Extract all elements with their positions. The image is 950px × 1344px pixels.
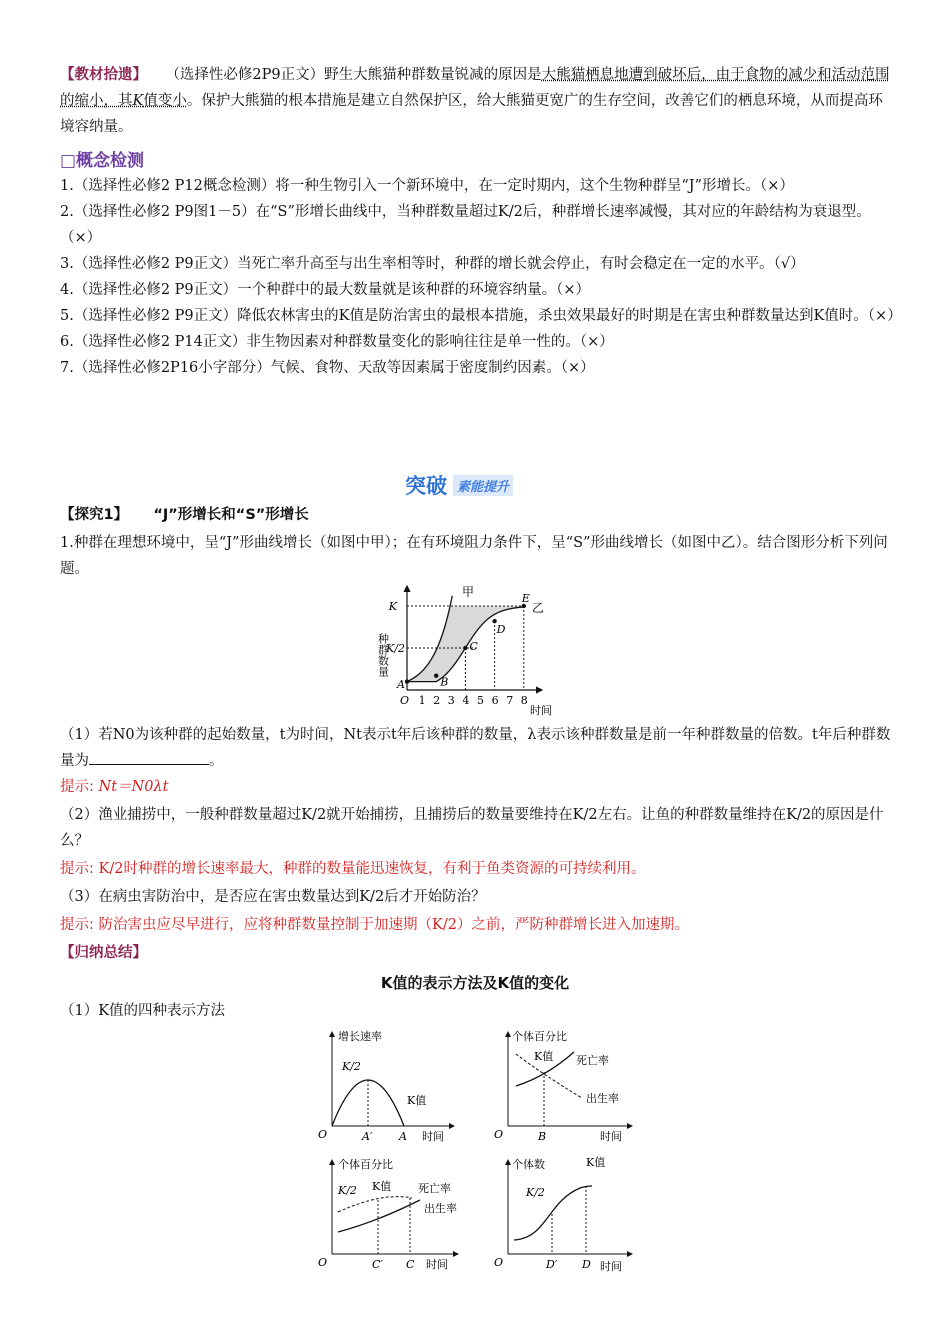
c2-b: B [538,1130,547,1143]
intro-text-k: K [132,93,144,109]
label-jia: 甲 [462,585,475,599]
c3-death-curve [338,1200,420,1232]
c2-xlabel: 时间 [600,1130,622,1143]
question-3: （3）在病虫害防治中，是否应在害虫数量达到K/2后才开始防治？ [60,889,486,905]
hint-3 [60,912,896,938]
intro-text-c: 值变小 [143,93,187,109]
intro-source: （选择性必修2P9正文） [165,67,325,83]
hint-3-label: 提示: [60,917,94,933]
c2-death-label: 死亡率 [576,1054,609,1067]
hint-2-text: K/2时种群的增长速率最大，种群的数量能迅速恢复，有利于鱼类资源的可持续利用。 [98,861,646,877]
intro-tag: 【教材拾遗】 [60,67,147,83]
concept-item-1: 1.（选择性必修2 P12概念检测）将一种生物引入一个新环境中，在一定时期内，这个生物种群呈“J”形增长。（×） [60,178,794,194]
x-tick-6: 6 [491,694,499,707]
banner-subtitle: 素能提升 [453,475,513,496]
point-b-dot [434,674,438,678]
hint-2-label: 提示: [60,861,94,877]
point-e-label: E [521,592,530,605]
c4-xlabel: 时间 [600,1260,622,1273]
concept-item-3: 3.（选择性必修2 P9正文）当死亡率升高至与出生率相等时，种群的增长就会停止，有时会稳定在一定的水平。（√） [60,256,805,272]
c3-death-label: 死亡率 [418,1182,451,1195]
hint-1 [60,774,896,800]
y-axis-label: 种群数量 [376,633,390,677]
c4-d: D [582,1258,591,1271]
question-1 [60,722,896,774]
point-a: A [397,678,405,691]
concept-item-4: 4.（选择性必修2 P9正文）一个种群中的最大数量就是该种群的环境容纳量。（×） [60,282,591,298]
tick-k: K [388,600,397,613]
x-tick-8: 8 [520,694,528,707]
intro-text-d: 。保护大熊猫的根本措施是建立自然保护区，给大熊猫更宽广的生存空间，改善它们的栖息环境，从而提高环境容纳量。 [60,93,883,135]
chart-growth-rate [312,1024,462,1148]
x-tick-4: 4 [462,694,470,707]
question-1-text: （1）若N0为该种群的起始数量，t为时间，Nt表示t年后该种群的数量，λ表示该种群数量是前一年种群数量的倍数。t年后种群数量为 [60,727,891,769]
growth-chart [372,578,572,718]
c3-xlabel: 时间 [426,1258,448,1271]
c4-origin: O [494,1256,504,1269]
point-d-label: D [496,623,506,637]
hint-1-label: 提示: [60,779,94,795]
environment-resistance-area [407,606,524,682]
question-1-end: 。 [209,753,224,769]
c1-a: A [399,1130,407,1143]
c2-k-value: K值 [534,1050,554,1063]
c1-k-half: K/2 [342,1060,361,1073]
concept-list [60,173,902,381]
summary-subtitle: （1）K值的四种表示方法 [60,1003,226,1019]
intro-text-b: 大熊猫栖息地遭到破坏后，由于食物的减少和活动范围的缩小，其 [60,67,890,109]
c3-origin: O [318,1256,328,1269]
answer-blank[interactable] [89,750,209,765]
intro-paragraph [60,62,896,140]
chart-birth-death [492,1024,642,1148]
c3-c: C [406,1258,415,1271]
point-c-label: C [469,640,478,653]
explore-tag: 【探究1】 [60,507,129,523]
c1-curve [332,1080,404,1126]
c3-k-value: K值 [372,1180,392,1193]
c3-c-prime: C′ [372,1258,383,1271]
concept-item-6: 6.（选择性必修2 P14正文）非生物因素对种群数量变化的影响往往是单一性的。（×） [60,334,614,350]
x-tick-2: 2 [433,694,441,707]
c2-birth-label: 出生率 [586,1092,619,1105]
concept-item-7: 7.（选择性必修2P16小字部分）气候、食物、天敌等因素属于密度制约因素。（×） [60,360,595,376]
point-a-dot [405,679,409,683]
explore-intro: 1.种群在理想环境中，呈“J”形曲线增长（如图中甲）；在有环境阻力条件下，呈“S”形曲线增长（如图中乙）。结合图形分析下列问题。 [60,535,888,577]
x-tick-7: 7 [506,694,514,707]
explore-title: “J”形增长和“S”形增长 [153,507,309,523]
summary-tag-row [60,940,896,966]
c4-d-prime: D′ [546,1258,558,1271]
chart-individual-count [492,1152,642,1276]
point-b-label: B [440,675,449,689]
concept-item-2: 2.（选择性必修2 P9图1－5）在“S”形增长曲线中，当种群数量超过K/2后，种群增长速率减慢，其对应的年龄结构为衰退型。（×） [60,204,871,246]
c1-k-value: K值 [407,1094,427,1107]
x-tick-5: 5 [477,694,484,707]
hint-1-text: Nt＝N0λt [98,779,169,795]
intro-text-a: 野生大熊猫种群数量锐减的原因是 [324,67,542,83]
c2-ylabel: 个体百分比 [512,1030,567,1043]
explore-heading [60,502,896,528]
c4-ylabel: 个体数 [512,1158,545,1171]
c1-ylabel: 增长速率 [338,1030,382,1043]
hint-2 [60,856,896,882]
c4-k-half: K/2 [526,1186,545,1199]
question-2: （2）渔业捕捞中，一般种群数量超过K/2就开始捕捞，且捕捞后的数量要维持在K/2左右。让鱼的种群数量维持在K/2的原因是什么？ [60,807,884,849]
x-tick-3: 3 [447,694,455,707]
concept-item-5: 5.（选择性必修2 P9正文）降低农林害虫的K值是防治害虫的最根本措施，杀虫效果最好的时期是在害虫种群数量达到K值时。（×） [60,308,902,324]
x-tick-1: 1 [418,694,426,707]
summary-tag: 【归纳总结】 [60,945,147,961]
c1-origin: O [318,1128,328,1141]
c1-a-prime: A′ [362,1130,373,1143]
label-yi: 乙 [532,601,545,615]
c2-origin: O [494,1128,504,1141]
chart-birth-death-two [312,1152,467,1276]
c3-k-half: K/2 [338,1184,357,1197]
c3-birth-label: 出生率 [424,1202,457,1215]
origin-label: O [400,694,410,707]
x-axis-label: 时间 [530,704,552,717]
c1-xlabel: 时间 [422,1130,444,1143]
c4-k-value: K值 [586,1156,606,1169]
tick-k-half: K/2 [386,642,405,655]
point-c-dot [463,646,467,650]
banner-title: 突破 [405,474,447,498]
c3-ylabel: 个体百分比 [338,1158,393,1171]
section-banner [405,470,513,500]
summary-title: K值的表示方法及K值的变化 [380,974,570,992]
concept-heading: □概念检测 [60,151,145,171]
hint-3-text: 防治害虫应尽早进行，应将种群数量控制于加速期（K/2）之前，严防种群增长进入加速期。 [98,917,689,933]
